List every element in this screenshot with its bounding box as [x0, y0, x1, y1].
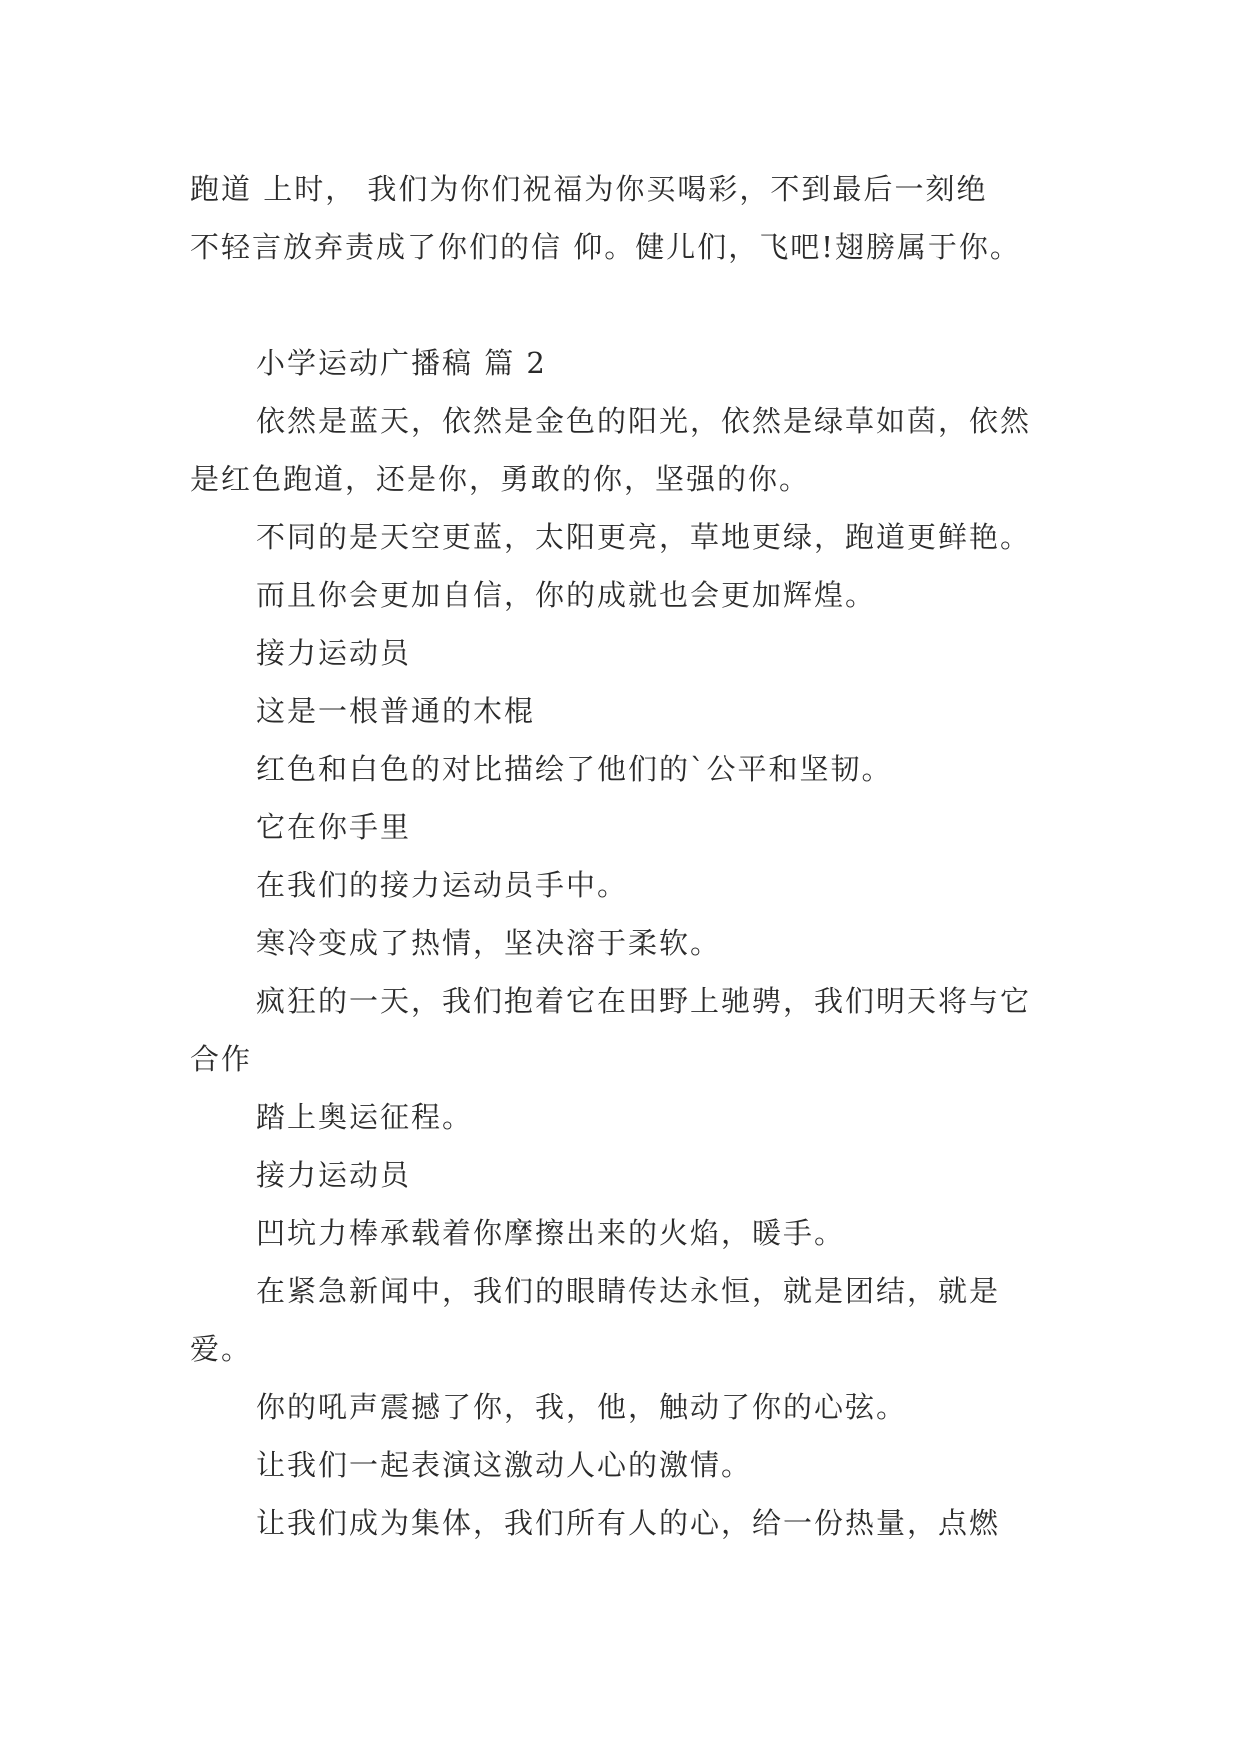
- paragraph-gap: [190, 276, 1050, 334]
- paragraph: 让我们成为集体，我们所有人的心，给一份热量，点燃: [256, 1506, 1001, 1540]
- paragraph: 你的吼声震撼了你，我，他，触动了你的心弦。: [256, 1390, 908, 1424]
- paragraph: 接力运动员: [256, 1158, 412, 1192]
- intro-line: 不轻言放弃责成了你们的信 仰。健儿们，飞吧!翅膀属于你。: [190, 230, 1021, 264]
- paragraph: 寒冷变成了热情，坚决溶于柔软。: [256, 926, 722, 960]
- paragraph: 红色和白色的对比描绘了他们的`公平和坚韧。: [256, 752, 893, 786]
- document-body: [190, 160, 1050, 1552]
- section-title: 小学运动广播稿 篇 2: [256, 346, 547, 380]
- paragraph: 接力运动员: [256, 636, 412, 670]
- paragraph: 而且你会更加自信，你的成就也会更加辉煌。: [256, 578, 877, 612]
- paragraph: 依然是蓝天，依然是金色的阳光，依然是绿草如茵，依然是红色跑道，还是你，勇敢的你，坚强的你。: [190, 404, 1032, 496]
- paragraph: 疯狂的一天，我们抱着它在田野上驰骋，我们明天将与它合作: [190, 984, 1032, 1076]
- paragraph: 踏上奥运征程。: [256, 1100, 474, 1134]
- intro-line: 跑道 上时， 我们为你们祝福为你买喝彩，不到最后一刻绝: [190, 172, 988, 206]
- paragraph: 在紧急新闻中，我们的眼睛传达永恒，就是团结，就是爱。: [190, 1274, 1001, 1366]
- paragraph: 不同的是天空更蓝，太阳更亮，草地更绿，跑道更鲜艳。: [256, 520, 1032, 554]
- paragraph: 这是一根普通的木棍: [256, 694, 536, 728]
- paragraph: 它在你手里: [256, 810, 412, 844]
- paragraph: 让我们一起表演这激动人心的激情。: [256, 1448, 753, 1482]
- paragraph: 在我们的接力运动员手中。: [256, 868, 629, 902]
- paragraph: 凹坑力棒承载着你摩擦出来的火焰，暖手。: [256, 1216, 846, 1250]
